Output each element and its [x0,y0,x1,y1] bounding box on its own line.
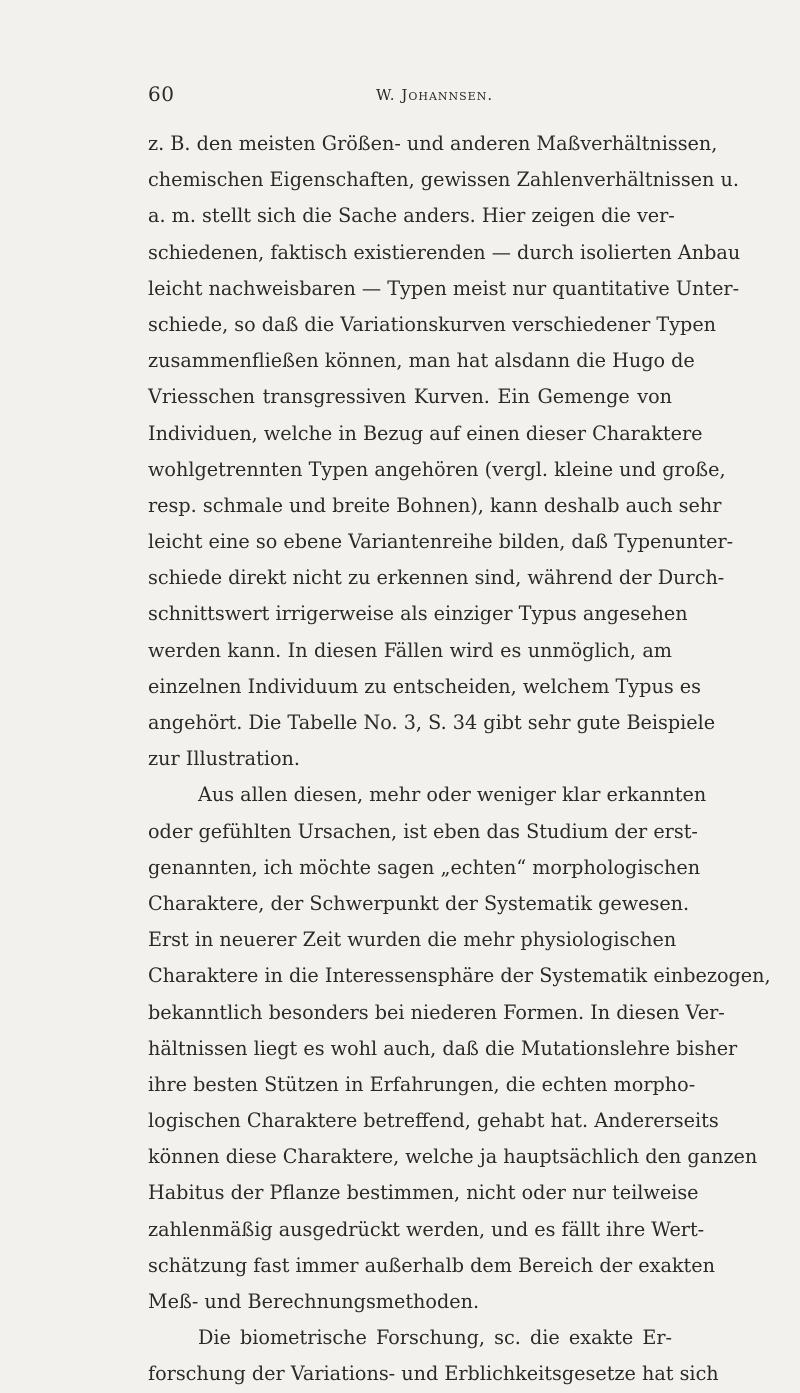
text-line: Individuen, welche in Bezug auf einen dieser Charaktere [148,421,703,445]
text-line: a. m. stellt sich die Sache anders. Hier zeigen die ver- [148,204,675,228]
text-line: genannten, ich möchte sagen „echten“ morphologischen [148,855,701,879]
text-line: chemischen Eigenschaften, gewissen Zahlenverhältnissen u. [148,168,739,192]
text-line: schiede, so daß die Variationskurven verschiedener Typen [148,312,717,336]
page-header [148,82,668,112]
text-line: schätzung fast immer außerhalb dem Bereich der exakten [148,1253,715,1277]
text-line: Charaktere, der Schwerpunkt der Systematik gewesen. [148,891,690,915]
text-line: hältnissen liegt es wohl auch, daß die Mutationslehre bisher [148,1036,738,1060]
text-line: oder gefühlten Ursachen, ist eben das Studium der erst- [148,819,698,843]
text-line: wohlgetrennten Typen angehören (vergl. kleine und große, [148,457,726,481]
text-line: zahlenmäßig ausgedrückt werden, und es fällt ihre Wert- [148,1217,705,1241]
text-line: forschung der Variations- und Erblichkeitsgesetze hat sich [148,1362,719,1386]
text-line: z. B. den meisten Größen- und anderen Maßverhältnissen, [148,132,718,155]
text-line: werden kann. In diesen Fällen wird es unmöglich, am [148,638,672,662]
text-line: Meß- und Berechnungsmethoden. [148,1290,480,1313]
text-line: Aus allen diesen, mehr oder weniger klar erkannten [198,783,707,807]
text-line: angehört. Die Tabelle No. 3, S. 34 gibt sehr gute Beispiele [148,711,716,734]
text-line: resp. schmale und breite Bohnen), kann deshalb auch sehr [148,493,722,517]
text-line: Charaktere in die Interessensphäre der Systematik einbezogen, [148,964,771,988]
text-line: zur Illustration. [148,747,300,771]
text-line: können diese Charaktere, welche ja hauptsächlich den ganzen [148,1145,758,1169]
body-text [148,126,771,1393]
page-number: 60 [148,82,175,106]
text-line: zusammenfließen können, man hat alsdann die Hugo de [148,349,695,373]
text-line: schiede direkt nicht zu erkennen sind, während der Durch- [148,566,725,590]
text-line: logischen Charaktere betreffend, gehabt hat. Andererseits [148,1109,719,1133]
text-line: Vriesschen transgressiven Kurven. Ein Gemenge von [148,385,672,409]
text-line: ihre besten Stützen in Erfahrungen, die echten morpho- [148,1072,696,1096]
text-line: leicht nachweisbaren — Typen meist nur quantitative Unter- [148,276,740,300]
text-line: leicht eine so ebene Variantenreihe bilden, daß Typenunter- [148,530,734,554]
running-head: W. Johannsen. [376,86,494,104]
text-line: einzelnen Individuum zu entscheiden, welchem Typus es [148,674,701,698]
text-line: schiedenen, faktisch existierenden — durch isolierten Anbau [148,240,741,264]
text-line: Die biometrische Forschung, sc. die exakte Er- [198,1326,672,1350]
text-line: Erst in neuerer Zeit wurden die mehr physiologischen [148,928,677,952]
text-line: bekanntlich besonders bei niederen Formen. In diesen Ver- [148,1000,725,1024]
text-line: Habitus der Pflanze bestimmen, nicht oder nur teilweise [148,1181,699,1205]
text-line: schnittswert irrigerweise als einziger Typus angesehen [148,602,688,626]
